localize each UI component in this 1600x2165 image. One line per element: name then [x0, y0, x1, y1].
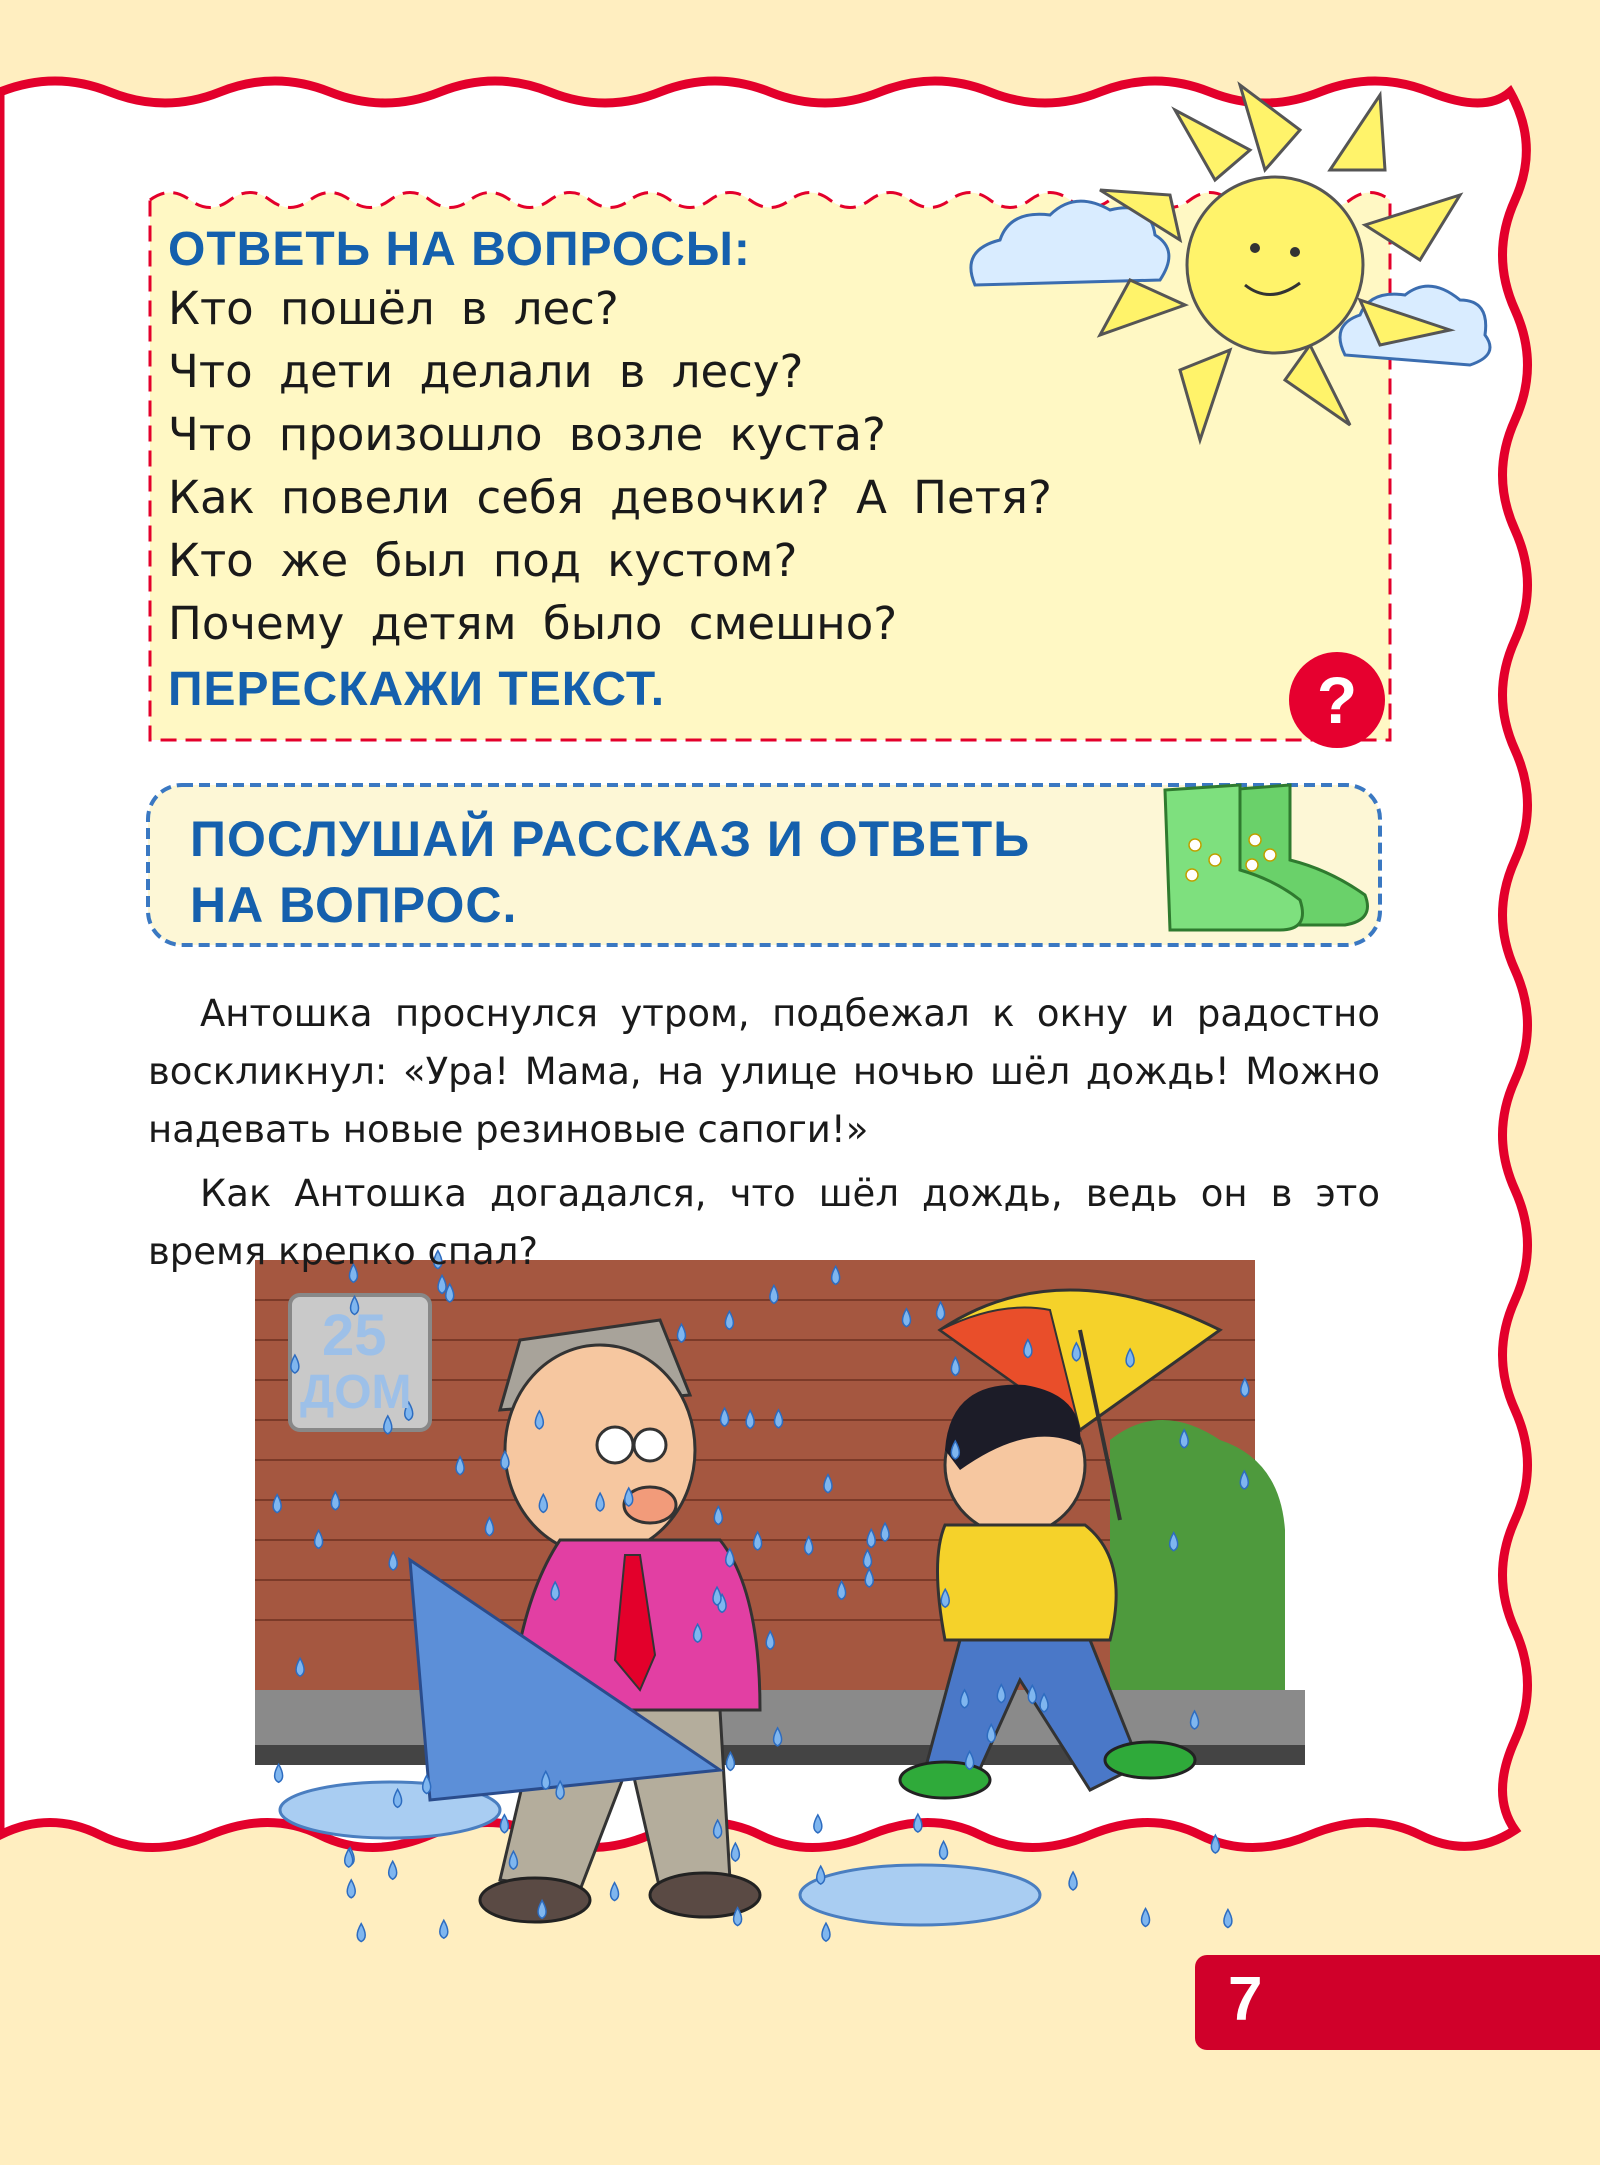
retell-instruction: ПЕРЕСКАЖИ ТЕКСТ.: [168, 663, 666, 716]
rain-drop: [940, 1841, 948, 1859]
story-paragraph: Антошка проснулся утром, подбежал к окну и радостно воскликнул: «Ура! Мама, на улице ночью шёл дождь! Можно надевать новые резиновые сапоги!»: [148, 992, 1380, 1151]
rain-drop: [440, 1920, 448, 1938]
questions-title: ОТВЕТЬ НА ВОПРОСЫ:: [168, 223, 751, 276]
rain-drop: [822, 1923, 830, 1941]
story-text: [148, 985, 1380, 1281]
question-mark-icon: ?: [1289, 652, 1385, 748]
listen-instruction-line1: ПОСЛУШАЙ РАССКАЗ И ОТВЕТЬ: [190, 811, 1031, 867]
story-question: Как Антошка догадался, что шёл дождь, ведь он в это время крепко спал?: [148, 1172, 1380, 1273]
question-line: Почему детям было смешно?: [168, 597, 898, 650]
house-sign-word: ДОМ: [300, 1366, 412, 1419]
rain-drop: [1069, 1872, 1077, 1890]
house-sign-number: 25: [322, 1303, 387, 1368]
rain-drop: [1224, 1910, 1232, 1928]
rain-drop: [1142, 1908, 1150, 1926]
question-line: Как повели себя девочки? А Петя?: [168, 471, 1052, 524]
rain-drop: [731, 1843, 739, 1861]
question-line: Кто же был под кустом?: [168, 534, 798, 587]
listen-instruction-line2: НА ВОПРОС.: [190, 877, 518, 933]
rain-drop: [389, 1861, 397, 1879]
rain-drop: [817, 1866, 825, 1884]
rain-drop: [611, 1883, 619, 1901]
question-line: Кто пошёл в лес?: [168, 282, 619, 335]
rain-drop: [347, 1880, 355, 1898]
rain-drop: [357, 1924, 365, 1942]
question-line: Что дети делали в лесу?: [168, 345, 804, 398]
question-line: Что произошло возле куста?: [168, 408, 886, 461]
page-number: 7: [1228, 1965, 1263, 2034]
